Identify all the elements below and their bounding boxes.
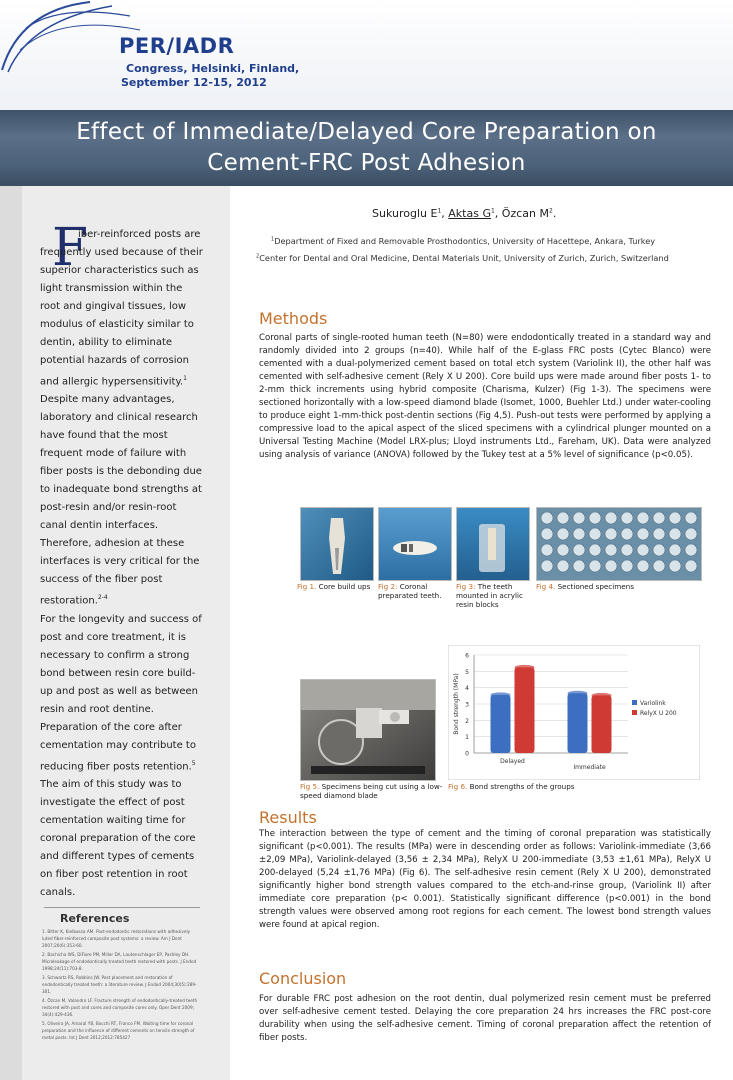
poster-title-line-2: Cement-FRC Post Adhesion: [207, 150, 526, 176]
chart-bar-cap: [592, 693, 612, 698]
chart-x-tick-label: Delayed: [500, 758, 525, 765]
chart-y-tick-label: 6: [465, 652, 469, 660]
chart-legend-label: Variolink: [640, 700, 666, 707]
reference-item: 2. Bachicha WS, DiFiore PM, Miller DA, Lautenschlager EP, Pashley DH. Microleakage of endodontically treated teeth restored with posts. J Endod 1998;24(11):703-8.: [42, 952, 197, 971]
chart-bar-cap: [515, 665, 535, 670]
fig6-bar-chart: [448, 645, 700, 780]
author-2-presenting: Aktas G: [448, 207, 491, 220]
reference-item: 4. Özcan M, Valandro LF. Fracture strength of endodontically-treated teeth restored with post and cores and composite cores only. Oper Dent 2009; 34(4):429-436.: [42, 998, 198, 1017]
fig2-photo: [378, 507, 452, 581]
poster-title-line-1: Effect of Immediate/Delayed Core Preparation on: [76, 119, 657, 145]
fig1-photo: [300, 507, 374, 581]
reference-item: 5. Oliveira JA, Amaral YB, Bocchi RT, Franco FM. Waiting time for coronal preparation and the influence of different cements on tensile strength of metal posts. Int J Dent 2012;2012:785427: [42, 1021, 195, 1040]
chart-y-tick-label: 2: [465, 717, 469, 725]
author-1: Sukuroglu E: [372, 207, 438, 220]
chart-x-tick-label: Immediate: [573, 764, 606, 771]
conclusion-body: For durable FRC post adhesion on the root dentin, dual polymerized resin cement must be preferred over self-adhesive cement tested. Delaying the core preparation 24 hrs increases the FRC post-core durability when using the self-adhesive cement. Timing of coronal preparation affect the retention of fiber posts.: [259, 994, 711, 1043]
fig4-caption: Fig 4. Sectioned specimens: [536, 582, 634, 591]
fig3-photo: [456, 507, 530, 581]
congress-dates: September 12-15, 2012: [121, 76, 267, 89]
chart-bar-cap: [568, 691, 588, 696]
author-list: Sukuroglu $E^1$, Aktas $G^1$, Özcan $M^2$.: [372, 207, 557, 220]
fig4-photo: [536, 507, 702, 581]
author-3: Özcan M: [501, 207, 549, 220]
chart-y-tick-label: 1: [465, 734, 469, 742]
chart-legend-swatch: [632, 700, 637, 705]
results-heading: Results: [259, 808, 317, 827]
references-heading: References: [60, 912, 130, 925]
chart-y-axis-label: Bond strength (MPa): [453, 673, 460, 735]
intro-paragraph-2: Despite many advantages, laboratory and clinical research have found that the most frequent mode of failure with fiber posts is the debonding due to inadequate bond strengths at post-resin and/or resin-root canal dentin interfaces. Therefore, adhesion at these interfaces is very critical for the success of the fiber post restoration.$^{2-4}$: [40, 394, 202, 607]
intro-paragraph-1: iber-reinforced posts are frequently used because of their superior characteristics such as light transmission within the root and gingival tissues, low modulus of elasticity similar to dentin, ability to eliminate potential hazards of corrosion and allergic hypersensitivity.$^1$: [40, 229, 203, 388]
references-list: [42, 928, 202, 1043]
reference-item: 3. Schwartz RS, Robbins JW. Post placement and restoration of endodontically treated teeth: a literature review. J Endod 2004;30(5):289-301.: [42, 975, 197, 994]
affiliation-1: $^1$Department of Fixed and Removable Prosthodontics, University of Hacettepe, Ankara, Turkey: [271, 236, 656, 246]
fig1-caption: Fig 1. Core build ups: [297, 582, 371, 591]
chart-bar: [491, 695, 511, 753]
intro-paragraph-3: For the longevity and success of post and core treatment, it is necessary to confirm a strong bond between resin core build-up and post as well as between resin and root dentine. Preparation of the core after cementation may contribute to reducing fiber posts retention.$^5$: [40, 613, 202, 772]
chart-bar: [568, 693, 588, 753]
fig5-photo: [300, 679, 436, 781]
chart-bar: [515, 667, 535, 753]
sidebar-edge-strip: [0, 186, 22, 1080]
fig6-caption: Fig 6. Bond strengths of the groups: [448, 782, 575, 791]
fig2-caption: Fig 2: Coronal preparated teeth.: [378, 582, 442, 600]
chart-y-tick-label: 0: [465, 750, 469, 758]
intro-paragraph-4: The aim of this study was to investigate the effect of post cementation waiting time for coronal preparation of the core and different types of cements on fiber post retention in root canals.: [40, 778, 196, 898]
affiliation-2: $^2$Center for Dental and Oral Medicine, Dental Materials Unit, University of Zurich, Zurich, Switzerland: [256, 253, 669, 263]
intro-dropcap: F: [52, 218, 89, 278]
methods-body: Coronal parts of single-rooted human teeth (N=80) were endodontically treated in a standard way and randomly divided into 2 groups (n=40). While half of the E-glass FRC posts (Cytec Blanco) were cemented with a dual-polymerized cement based on total etch system (Variolink II), the other half was cemented with self-adhesive cement (Rely X U 200). Core build ups were made around fiber posts 1- to 2-mm thick increments using hybrid composite (Charisma, Kulzer) (Fig 1-3). The specimens were sectioned horizontally with a low-speed diamond blade (Isomet, 1000, Buehler Ltd.) under water-cooling to produce eight 1-mm-thick post-dentin sections (Fig 4,5). Push-out tests were performed by applying a compressive load to the apical aspect of the sliced specimens with a cylindrical plunger mounted on a Universal Testing Machine (Model LRX-plus; Lloyd instruments Ltd., Fareham, UK). Data were analyzed using analysis of variance (ANOVA) followed by the Tukey test at a 5% level of significance (p<0.05).: [259, 333, 711, 460]
reference-item: 1. Bitter K, Kielbassa AM. Post-endodontic restorations with adhesively luted fiber-reinforced composite post systems: a review. Am J Dent 2007;20(6):353-60.: [42, 929, 191, 948]
conclusion-heading: Conclusion: [259, 969, 347, 988]
congress-location: Congress, Helsinki, Finland,: [126, 62, 300, 75]
chart-y-tick-label: 3: [465, 701, 469, 709]
chart-legend-swatch: [632, 710, 637, 715]
fig3-caption: Fig 3: The teeth mounted in acrylic resin blocks: [456, 582, 523, 609]
chart-y-tick-label: 5: [465, 668, 469, 676]
results-body: The interaction between the type of cement and the timing of coronal preparation was statistically significant (p<0.001). The results (MPa) were in descending order as follows: Variolink-immediate (3,66 ±2,09 MPa), Variolink-delayed (3,56 ± 2,34 MPa), RelyX U 200-immediate (3,53 ±1,61 MPa), RelyX U 200-delayed (5,24 ±1,76 MPa) (Fig 6). The self-adhesive resin cement (Rely X U 200), demonstrated significantly higher bond strength values compared to the etch-and-rinse group, (Variolink II) after immediate core preparation (p< 0.001). Statistically significant difference (p<0.001) in the bond strength values were observed among root regions for each cement. The lowest bond strength values were found at apical region.: [259, 829, 711, 930]
fig5-caption: Fig 5. Specimens being cut using a low-speed diamond blade: [300, 782, 443, 800]
chart-bar-cap: [491, 692, 511, 697]
methods-heading: Methods: [259, 309, 328, 328]
chart-legend-label: RelyX U 200: [640, 710, 677, 717]
organization-name: PER/IADR: [119, 34, 235, 58]
chart-y-tick-label: 4: [465, 685, 469, 693]
introduction-text: [40, 226, 204, 902]
chart-bar: [592, 695, 612, 753]
references-rule: [44, 907, 200, 908]
